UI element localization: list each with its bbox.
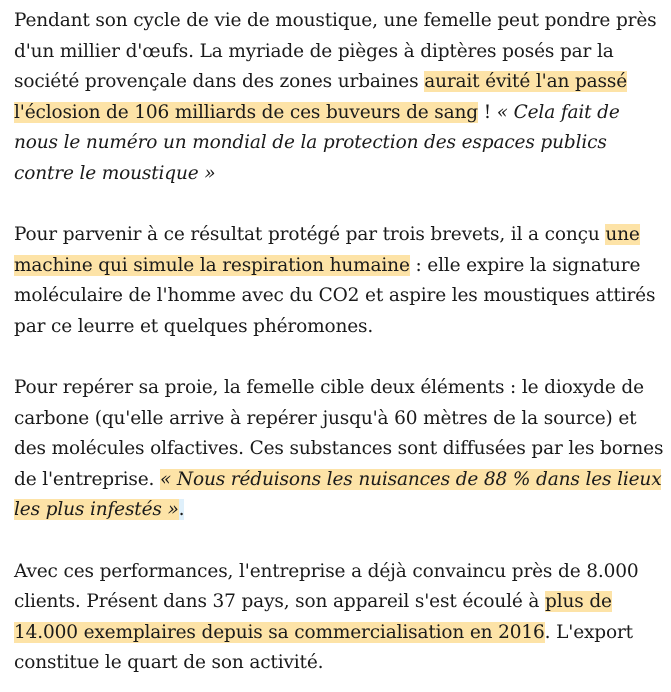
- paragraph-text: .: [178, 499, 185, 520]
- paragraph-text: Pour repérer sa proie, la femelle cible deux éléments : le dioxyde de carbone (qu'elle arrive à repérer jusqu'à 60 mètres de la source) et des molécules olfactives. Ces substances sont diffusées par les bornes de l'entreprise.: [14, 377, 664, 490]
- paragraph-text: Avec ces performances, l'entreprise a déjà convaincu près de 8.000 clients. Présent dans 37 pays, son appareil s'est écoulé à: [14, 560, 639, 612]
- paragraph-2: [14, 220, 667, 342]
- paragraph-text: !: [477, 101, 497, 123]
- paragraph-3: [14, 373, 667, 526]
- highlighted-quote[interactable]: « Nous réduisons les nuisances de 88 % dans les lieux les plus infestés »: [14, 468, 662, 520]
- paragraph-1: [14, 6, 667, 189]
- highlighted-passage[interactable]: une machine qui simule la respiration humaine: [14, 224, 640, 276]
- paragraph-text: : elle expire la signature moléculaire de l'homme avec du CO2 et aspire les moustiques attirés par ce leurre et quelques phéromones.: [14, 254, 656, 337]
- italic-quote: « Cela fait de nous le numéro un mondial de la protection des espaces publics contre le moustique »: [14, 101, 620, 184]
- highlighted-passage[interactable]: aurait évité l'an passé l'éclosion de 106 milliards de ces buveurs de sang: [14, 71, 628, 123]
- paragraph-4: [14, 557, 667, 679]
- paragraph-text: Pendant son cycle de vie de moustique, une femelle peut pondre près d'un millier d'œufs. La myriade de pièges à diptères posés par la société provençale dans des zones urbaines: [14, 10, 657, 92]
- paragraph-text: Pour parvenir à ce résultat protégé par trois brevets, il a conçu: [14, 224, 606, 245]
- paragraph-text: . L'export constitue le quart de son activité.: [14, 621, 633, 673]
- highlighted-passage[interactable]: plus de 14.000 exemplaires depuis sa commercialisation en 2016: [14, 591, 612, 643]
